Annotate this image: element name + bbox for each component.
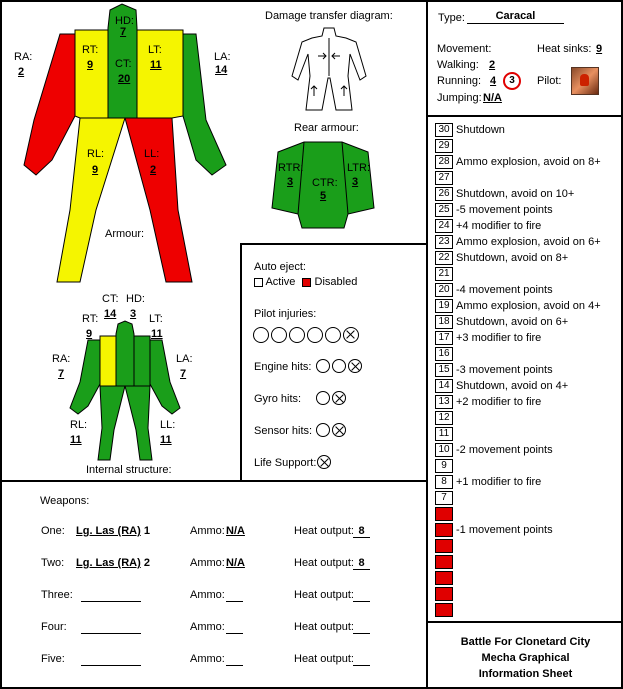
heat-level-box[interactable]: 28	[435, 155, 453, 169]
heat-level-box[interactable]: 23	[435, 235, 453, 249]
running-circled-value: 3	[503, 72, 521, 90]
running-value: 4	[490, 75, 497, 87]
gyro-hits-track	[316, 391, 348, 405]
heat-row-19[interactable]	[435, 299, 601, 313]
engine-hits-track	[316, 359, 364, 373]
weapon-name-field[interactable]	[81, 589, 141, 602]
weapon-heat-label: Heat output:	[294, 557, 354, 569]
weapon-ammo-field[interactable]	[226, 589, 243, 602]
armour-ll-value: 2	[150, 164, 157, 176]
active-checkbox[interactable]	[254, 278, 263, 287]
heat-effect-text: -1 movement points	[456, 524, 553, 536]
internal-hd-label: HD:	[126, 293, 145, 305]
armour-ct-value: 20	[118, 73, 131, 85]
heat-row-21[interactable]	[435, 267, 456, 281]
heat-level-box[interactable]: 19	[435, 299, 453, 313]
sensor-hit-circle[interactable]	[316, 423, 330, 437]
heat-level-box[interactable]: 25	[435, 203, 453, 217]
auto-eject-label: Auto eject:	[254, 261, 306, 273]
sensor-hits-label: Sensor hits:	[254, 425, 313, 437]
status-box-top	[240, 243, 428, 245]
heat-row-7[interactable]	[435, 491, 456, 505]
heat-row-29[interactable]	[435, 139, 456, 153]
weapon-name-field[interactable]	[76, 557, 150, 569]
sensor-hit-circle-destroyed[interactable]	[332, 423, 346, 437]
weapon-ammo-field[interactable]	[226, 653, 243, 666]
heat-effect-text: +4 modifier to fire	[456, 220, 542, 232]
type-value: Caracal	[495, 10, 536, 22]
pilot-injury-circle[interactable]	[307, 327, 323, 343]
pilot-injury-circle[interactable]	[271, 327, 287, 343]
weapon-heat-value: 8	[358, 525, 365, 537]
heat-level-box[interactable]: 18	[435, 315, 453, 329]
heat-level-box[interactable]: 26	[435, 187, 453, 201]
weapon-slot-label: Five:	[41, 653, 65, 665]
heat-row-6[interactable]	[435, 507, 456, 521]
armour-la-value: 14	[215, 64, 228, 76]
heat-level-box[interactable]: 3	[435, 555, 453, 569]
heat-row-16[interactable]	[435, 347, 456, 361]
status-box-left	[240, 243, 242, 482]
weapon-name: Lg. Las (RA)	[76, 525, 141, 537]
walking-value: 2	[489, 59, 496, 71]
armour-la-label: LA:	[214, 51, 231, 63]
walking-label: Walking:	[437, 59, 479, 71]
weapons-title: Weapons:	[40, 495, 90, 507]
heat-level-box[interactable]: 17	[435, 331, 453, 345]
internal-rl-label: RL:	[70, 419, 88, 431]
heat-level-box[interactable]: 16	[435, 347, 453, 361]
heat-effect-text: +1 modifier to fire	[456, 476, 542, 488]
heat-level-box[interactable]: 27	[435, 171, 453, 185]
engine-hit-circle[interactable]	[316, 359, 330, 373]
weapon-heat-label: Heat output:	[294, 525, 354, 537]
heat-level-box[interactable]: 4	[435, 539, 453, 553]
heat-effect-text: Ammo explosion, avoid on 8+	[456, 156, 601, 168]
heat-level-box[interactable]: 2	[435, 571, 453, 585]
rear-ltr-label: LTR:	[347, 162, 371, 174]
type-label: Type:	[438, 12, 465, 24]
heat-level-box[interactable]: 22	[435, 251, 453, 265]
heat-level-box[interactable]: 24	[435, 219, 453, 233]
heat-row-30[interactable]	[435, 123, 505, 137]
engine-hit-circle[interactable]	[332, 359, 346, 373]
armour-rt-label: RT:	[82, 44, 99, 56]
life-support-circle-destroyed[interactable]	[317, 455, 331, 469]
weapon-heat-field[interactable]	[353, 525, 370, 538]
heat-level-box[interactable]: 9	[435, 459, 453, 473]
heat-effect-text: +3 modifier to fire	[456, 332, 542, 344]
heat-level-box[interactable]: 14	[435, 379, 453, 393]
armour-lt-label: LT:	[148, 44, 162, 56]
divider-vertical	[426, 0, 428, 689]
internal-caption: Internal structure:	[86, 464, 172, 476]
armour-rl-value: 9	[92, 164, 99, 176]
internal-ll-label: LL:	[160, 419, 176, 431]
pilot-injuries-label: Pilot injuries:	[254, 308, 317, 320]
heat-row-12[interactable]	[435, 411, 456, 425]
jumping-value: N/A	[483, 92, 502, 104]
pilot-avatar[interactable]	[571, 67, 599, 95]
disabled-label: Disabled	[314, 276, 358, 288]
armour-ra-label: RA:	[14, 51, 33, 63]
footer-line-1: Battle For Clonetard City	[460, 636, 591, 648]
weapon-ammo-field[interactable]	[226, 557, 245, 569]
armour-hd-value: 7	[120, 26, 127, 38]
footer-line-3: Information Sheet	[478, 668, 573, 680]
heat-row-14[interactable]	[435, 379, 568, 393]
weapon-slot-label: One:	[41, 525, 65, 537]
heat-effect-text: Ammo explosion, avoid on 4+	[456, 300, 601, 312]
heat-level-box[interactable]: 29	[435, 139, 453, 153]
heat-row-27[interactable]	[435, 171, 456, 185]
weapon-ammo-field[interactable]	[226, 525, 245, 537]
damage-transfer-title: Damage transfer diagram:	[265, 10, 393, 22]
gyro-hits-label: Gyro hits:	[254, 393, 302, 405]
weapon-heat-field[interactable]	[353, 653, 370, 666]
life-support-track	[317, 455, 333, 469]
heat-effect-text: Shutdown	[456, 124, 505, 136]
weapon-slot-label: Three:	[41, 589, 73, 601]
armour-diagram	[0, 0, 240, 290]
engine-hits-label: Engine hits:	[254, 361, 312, 373]
weapon-heat-field[interactable]	[353, 557, 370, 570]
rear-ctr-value: 5	[320, 190, 327, 202]
pilot-injury-circle[interactable]	[289, 327, 305, 343]
weapon-heat-label: Heat output:	[294, 589, 354, 601]
weapon-name-field[interactable]	[81, 621, 141, 634]
pilot-injuries-track	[253, 327, 361, 343]
armour-lt-value: 11	[150, 59, 162, 71]
heat-level-box[interactable]: 21	[435, 267, 453, 281]
internal-rt-value: 9	[86, 328, 93, 340]
armour-ll-label: LL:	[144, 148, 160, 160]
heat-row-13[interactable]	[435, 395, 541, 409]
weapon-ammo-value: N/A	[226, 525, 245, 537]
weapon-slot-label: Four:	[41, 621, 67, 633]
rear-ctr-label: CTR:	[312, 177, 338, 189]
armour-ll-shape	[125, 118, 192, 282]
heat-row-3[interactable]	[435, 555, 456, 569]
heat-effect-text: Shutdown, avoid on 10+	[456, 188, 575, 200]
rear-armour-title: Rear armour:	[294, 122, 359, 134]
heat-effect-text: Ammo explosion, avoid on 6+	[456, 236, 601, 248]
armour-ra-value: 2	[18, 66, 25, 78]
life-support-label: Life Support:	[254, 457, 317, 469]
rear-rtr-label: RTR:	[278, 162, 304, 174]
armour-rl-label: RL:	[87, 148, 105, 160]
internal-ra-label: RA:	[52, 353, 71, 365]
heat-row-22[interactable]	[435, 251, 568, 265]
heat-row-20[interactable]	[435, 283, 553, 297]
divider-horizontal-right-top	[426, 115, 623, 117]
heat-row-1[interactable]	[435, 587, 456, 601]
weapon-heat-value: 8	[358, 557, 365, 569]
heat-effect-text: -4 movement points	[456, 284, 553, 296]
weapon-number: 2	[143, 557, 150, 569]
internal-lt-value: 11	[151, 328, 163, 340]
weapon-ammo-field[interactable]	[226, 621, 243, 634]
armour-hd-label: HD:	[115, 15, 134, 27]
heat-row-23[interactable]	[435, 235, 601, 249]
heat-level-box[interactable]: 8	[435, 475, 453, 489]
heat-sinks-label: Heat sinks:	[537, 43, 592, 55]
internal-ll-value: 11	[160, 434, 172, 446]
heat-row-18[interactable]	[435, 315, 568, 329]
weapon-ammo-label: Ammo:	[190, 621, 225, 633]
armour-ct-label: CT:	[115, 58, 132, 70]
weapon-ammo-label: Ammo:	[190, 557, 225, 569]
pilot-injury-circle[interactable]	[325, 327, 341, 343]
armour-caption: Armour:	[105, 228, 145, 240]
weapon-slot-label: Two:	[41, 557, 65, 569]
gyro-hit-circle-destroyed[interactable]	[332, 391, 346, 405]
heat-effect-text: -5 movement points	[456, 204, 553, 216]
pilot-portrait-icon	[580, 74, 589, 86]
heat-level-box[interactable]: 13	[435, 395, 453, 409]
movement-label: Movement:	[437, 43, 492, 55]
heat-sinks-value: 9	[596, 43, 603, 55]
internal-rt-label: RT:	[82, 313, 99, 325]
rear-rtr-value: 3	[287, 176, 294, 188]
footer-title	[428, 634, 623, 682]
heat-level-box[interactable]: 1	[435, 587, 453, 601]
type-field	[467, 10, 564, 24]
pilot-label: Pilot:	[537, 75, 562, 87]
armour-rt-value: 9	[87, 59, 94, 71]
weapon-name-field[interactable]	[81, 653, 141, 666]
heat-row-15[interactable]	[435, 363, 553, 377]
internal-lt-label: LT:	[149, 313, 163, 325]
heat-effect-text: Shutdown, avoid on 8+	[456, 252, 569, 264]
heat-effect-text: +2 modifier to fire	[456, 396, 542, 408]
heat-level-box[interactable]: 30	[435, 123, 453, 137]
sensor-hits-track	[316, 423, 348, 437]
gyro-hit-circle[interactable]	[316, 391, 330, 405]
heat-level-box[interactable]: 6	[435, 507, 453, 521]
heat-row-4[interactable]	[435, 539, 456, 553]
engine-hit-circle-destroyed[interactable]	[348, 359, 362, 373]
weapon-heat-label: Heat output:	[294, 653, 354, 665]
internal-la-value: 7	[180, 368, 187, 380]
disabled-checkbox[interactable]	[302, 278, 311, 287]
footer-line-2: Mecha Graphical	[481, 652, 570, 664]
weapon-number: 1	[143, 525, 150, 537]
weapon-name-field[interactable]	[76, 525, 150, 537]
heat-effect-text: -3 movement points	[456, 364, 553, 376]
heat-level-box[interactable]: 7	[435, 491, 453, 505]
heat-row-10[interactable]	[435, 443, 553, 457]
heat-effect-text: Shutdown, avoid on 6+	[456, 316, 569, 328]
heat-row-17[interactable]	[435, 331, 541, 345]
divider-horizontal-weapons	[0, 480, 428, 482]
auto-eject-active-option[interactable]	[254, 276, 357, 288]
heat-row-2[interactable]	[435, 571, 456, 585]
heat-effect-text: Shutdown, avoid on 4+	[456, 380, 569, 392]
internal-rl-value: 11	[70, 434, 82, 446]
internal-ct-value: 14	[104, 308, 117, 320]
heat-level-box[interactable]: 11	[435, 427, 453, 441]
heat-row-26[interactable]	[435, 187, 574, 201]
internal-la-label: LA:	[176, 353, 193, 365]
running-label: Running:	[437, 75, 482, 87]
heat-row-24[interactable]	[435, 219, 541, 233]
rear-ltr-value: 3	[352, 176, 359, 188]
pilot-injury-circle-dead[interactable]	[343, 327, 359, 343]
heat-row-28[interactable]	[435, 155, 601, 169]
heat-row-5[interactable]	[435, 523, 553, 537]
internal-ra-value: 7	[58, 368, 65, 380]
armour-rl-shape	[57, 118, 125, 282]
weapon-ammo-label: Ammo:	[190, 589, 225, 601]
divider-horizontal-right-bottom	[426, 621, 623, 623]
pilot-injury-circle[interactable]	[253, 327, 269, 343]
heat-level-box[interactable]: 15	[435, 363, 453, 377]
internal-hd-value: 3	[130, 308, 137, 320]
jumping-label: Jumping:	[437, 92, 482, 104]
weapon-heat-field[interactable]	[353, 589, 370, 602]
weapon-ammo-value: N/A	[226, 557, 245, 569]
heat-row-9[interactable]	[435, 459, 456, 473]
heat-level-box[interactable]: 0	[435, 603, 453, 617]
weapon-name: Lg. Las (RA)	[76, 557, 141, 569]
weapon-ammo-label: Ammo:	[190, 653, 225, 665]
damage-transfer-diagram	[284, 26, 374, 112]
weapon-heat-label: Heat output:	[294, 621, 354, 633]
heat-level-box[interactable]: 5	[435, 523, 453, 537]
weapon-heat-field[interactable]	[353, 621, 370, 634]
heat-level-box[interactable]: 10	[435, 443, 453, 457]
heat-row-11[interactable]	[435, 427, 456, 441]
weapon-ammo-label: Ammo:	[190, 525, 225, 537]
heat-level-box[interactable]: 12	[435, 411, 453, 425]
heat-row-8[interactable]	[435, 475, 541, 489]
heat-row-0[interactable]	[435, 603, 456, 617]
heat-level-box[interactable]: 20	[435, 283, 453, 297]
active-label: Active	[265, 276, 296, 288]
heat-effect-text: -2 movement points	[456, 444, 553, 456]
heat-row-25[interactable]	[435, 203, 553, 217]
internal-ct-label: CT:	[102, 293, 119, 305]
